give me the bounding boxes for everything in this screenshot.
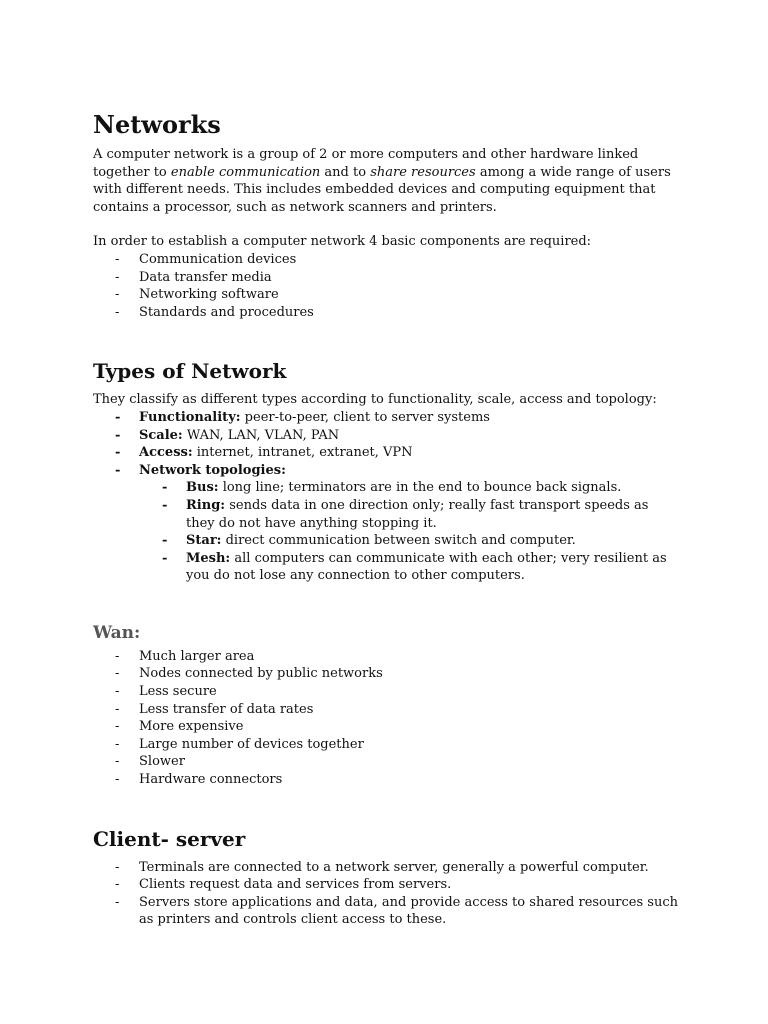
list-item: - Network topologies: [115,462,286,478]
list-item: - Star: direct communication between switch and computer. [162,533,576,549]
list-item: - Networking software [115,287,279,303]
list-item: - Nodes connected by public networks [115,666,383,682]
wan-heading: Wan: [93,622,141,643]
list-item: - Servers store applications and data, and provide access to shared resources such as printers and controls client access to these. [115,894,678,928]
types-heading: Types of Network [93,359,287,384]
intro-text: A computer network is a group of 2 or more computers and other hardware linked together to [93,147,639,180]
list-item: - Terminals are connected to a network server, generally a powerful computer. [115,859,649,875]
list-item: - Large number of devices together [115,736,364,752]
list-item: - Ring: sends data in one direction only; really fast transport speeds as they do not have anything stopping it. [162,497,649,531]
list-item: - Hardware connectors [115,772,283,788]
list-item: - Slower [115,754,185,770]
list-item: - Scale: WAN, LAN, VLAN, PAN [115,427,340,443]
networks-heading: Networks [93,110,221,139]
networks-intro [93,146,678,216]
list-item: - Bus: long line; terminators are in the end to bounce back signals. [162,480,622,496]
intro-text: among a wide range of users with different needs. This includes embedded devices and computing equipment that contains a processor, such as network scanners and printers. [93,164,671,215]
list-item: - Functionality: peer-to-peer, client to server systems [115,409,490,425]
document-content [93,110,678,929]
list-item: - Clients request data and services from servers. [115,877,452,893]
list-item: - Communication devices [115,251,297,267]
list-item: - Mesh: all computers can communicate with each other; very resilient as you do not lose any connection to other computers. [162,550,667,584]
list-item: - Access: internet, intranet, extranet, VPN [115,445,413,461]
client-server-list [93,859,678,929]
types-list [93,409,678,479]
intro-emphasis: enable communication [170,164,321,180]
intro-emphasis: share resources [370,164,476,180]
client-server-heading: Client- server [93,826,246,851]
topologies-list [93,479,678,585]
intro-text: and to [320,164,371,180]
list-item: - Data transfer media [115,269,272,285]
list-item: - Much larger area [115,648,255,664]
list-item: - Less secure [115,684,217,700]
list-item: - More expensive [115,719,244,735]
types-intro: They classify as different types according to functionality, scale, access and topology: [93,392,657,408]
components-intro: In order to establish a computer network 4 basic components are required: [93,234,592,250]
wan-list [93,648,678,789]
list-item: - Less transfer of data rates [115,701,314,717]
components-list [93,251,678,321]
list-item: - Standards and procedures [115,304,314,320]
